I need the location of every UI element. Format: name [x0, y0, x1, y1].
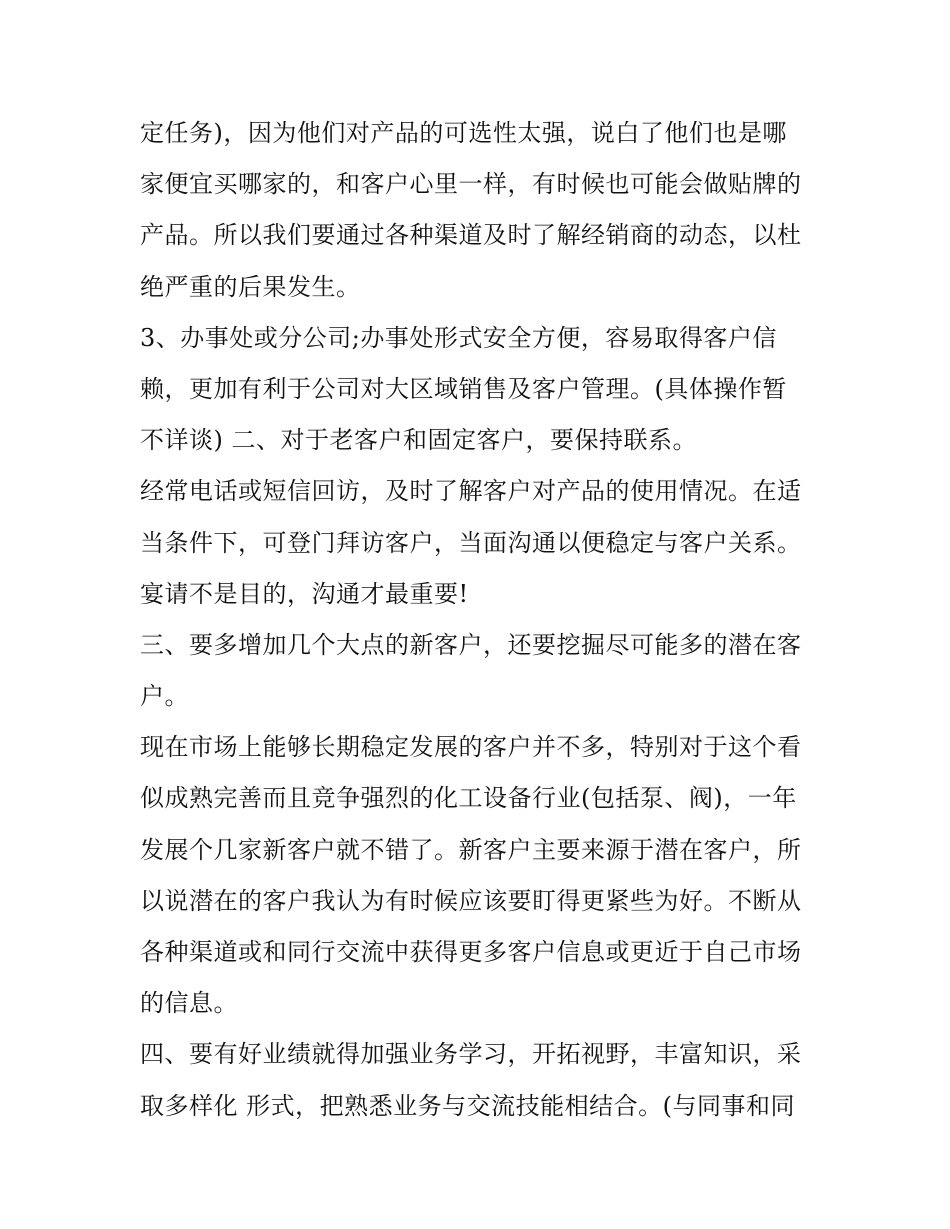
text-line: 以说潜在的客户我认为有时候应该要盯得更紧些为好。不断从: [140, 886, 802, 915]
text-line: 取多样化 形式，把熟悉业务与交流技能相结合。(与同事和同: [140, 1091, 795, 1120]
text-line: 产品。所以我们要通过各种渠道及时了解经销商的动态，以杜: [140, 221, 802, 250]
text-line: 似成熟完善而且竞争强烈的化工设备行业(包括泵、阀)，一年: [140, 784, 797, 813]
text-line: 的信息。: [140, 989, 238, 1018]
body-text: [140, 108, 820, 1132]
text-line: 3、办事处或分公司;办事处形式安全方便，容易取得客户信: [140, 323, 777, 352]
text-line: 赖，更加有利于公司对大区域销售及客户管理。(具体操作暂: [140, 374, 787, 403]
text-line: 家便宜买哪家的，和客户心里一样，有时候也可能会做贴牌的: [140, 170, 802, 199]
text-line: 现在市场上能够长期稳定发展的客户并不多，特别对于这个看: [140, 733, 802, 762]
text-line: 四、要有好业绩就得加强业务学习，开拓视野，丰富知识，采: [140, 1040, 802, 1069]
text-line: 发展个几家新客户就不错了。新客户主要来源于潜在客户，所: [140, 835, 802, 864]
text-line: 绝严重的后果发生。: [140, 272, 361, 301]
text-line: 不详谈) 二、对于老客户和固定客户，要保持联系。: [140, 426, 697, 455]
text-line: 当条件下，可登门拜访客户，当面沟通以便稳定与客户关系。: [140, 528, 802, 557]
text-line: 定任务)，因为他们对产品的可选性太强，说白了他们也是哪: [140, 119, 787, 147]
text-line: 宴请不是目的，沟通才最重要!: [140, 579, 469, 608]
text-line: 经常电话或短信回访，及时了解客户对产品的使用情况。在适: [140, 477, 802, 506]
text-line: 三、要多增加几个大点的新客户，还要挖掘尽可能多的潜在客: [140, 630, 802, 659]
text-line: 户。: [140, 682, 189, 711]
text-line: 各种渠道或和同行交流中获得更多客户信息或更近于自己市场: [140, 938, 802, 966]
